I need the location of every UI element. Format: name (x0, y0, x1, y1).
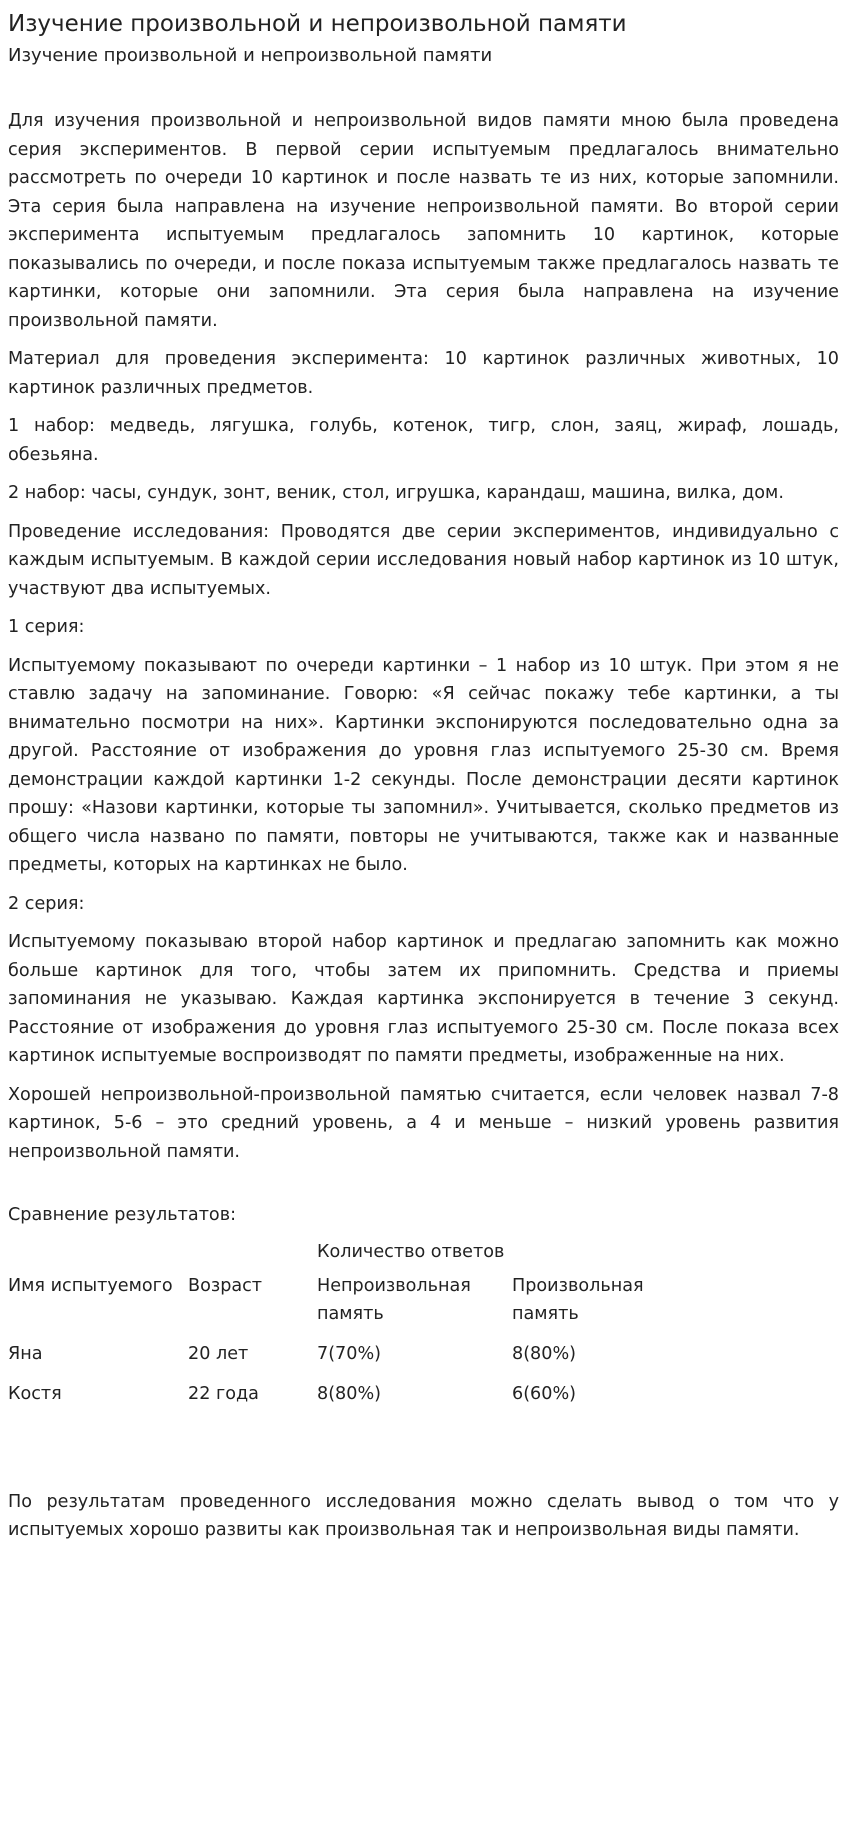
results-section (8, 1201, 839, 1420)
series-1-heading: 1 серия: (8, 617, 85, 637)
header-age: Возраст (188, 1275, 263, 1296)
criteria-paragraph: Хорошей непроизвольной-произвольной памятью считается, если человек назвал 7-8 картинок, 5-6 – это средний уровень, а 4 и меньше – низкий уровень развития непроизвольной памяти. (8, 1084, 839, 1162)
procedure-paragraph: Проведение исследования: Проводятся две серии экспериментов, индивидуально с каждым испытуемым. В каждой серии исследования новый набор картинок из 10 штук, участвуют два испытуемых. (8, 521, 839, 599)
header-voluntary: Произвольная память (512, 1275, 644, 1324)
cell-age: 22 года (188, 1383, 259, 1404)
table-header-row (8, 1238, 707, 1272)
material-paragraph: Материал для проведения эксперимента: 10 картинок различных животных, 10 картинок различных предметов. (8, 349, 839, 398)
set-2-paragraph: 2 набор: часы, сундук, зонт, веник, стол, игрушка, карандаш, машина, вилка, дом. (8, 483, 784, 503)
cell-involuntary: 7(70%) (317, 1343, 382, 1364)
cell-voluntary: 8(80%) (512, 1343, 577, 1364)
header-name: Имя испытуемого (8, 1275, 173, 1296)
series-2-heading: 2 серия: (8, 893, 85, 914)
series-1-paragraph: Испытуемому показывают по очереди картинки – 1 набор из 10 штук. При этом я не ставлю задачу на запоминание. Говорю: «Я сейчас покажу тебе картинки, а ты внимательно посмотри на них». Картинки экспонируются последовательно одна за другой. Расстояние от изображения до уровня глаз испытуемого 25-30 см. Время демонстрации каждой картинки 1-2 секунды. После демонстрации десяти картинок прошу: «Назови картинки, которые ты запомнил». Учитывается, сколько предметов из общего числа названо по памяти, повторы не учитываются, также как и названные предметы, которых на картинках не было. (8, 655, 839, 875)
cell-name: Костя (8, 1383, 62, 1404)
table-row (8, 1380, 707, 1420)
cell-name: Яна (8, 1343, 43, 1364)
conclusion-paragraph: По результатам проведенного исследования можно сделать вывод о том что у испытуемых хорошо развиты как произвольная так и непроизвольная виды памяти. (8, 1491, 839, 1540)
results-table (8, 1238, 707, 1420)
intro-paragraph: Для изучения произвольной и непроизвольной видов памяти мною была проведена серия экспериментов. В первой серии испытуемым предлагалось внимательно рассмотреть по очереди 10 картинок и после назвать те из них, которые запомнили. Эта серия была направлена на изучение непроизвольной памяти. Во второй серии эксперимента испытуемым предлагалось запомнить 10 картинок, которые показывались по очереди, и после показа испытуемым также предлагалось назвать те картинки, которые они запомнили. Эта серия была направлена на изучение произвольной памяти. (8, 111, 839, 331)
header-answers-count: Количество ответов (317, 1241, 505, 1262)
table-row (8, 1340, 707, 1380)
series-2-paragraph: Испытуемому показываю второй набор картинок и предлагаю запомнить как можно больше картинок для того, чтобы затем их припомнить. Средства и приемы запоминания не указываю. Каждая картинка экспонируется в течение 3 секунд. Расстояние от изображения до уровня глаз испытуемого 25-30 см. После показа всех картинок испытуемые воспроизводят по памяти предметы, изображенные на них. (8, 932, 839, 1066)
cell-involuntary: 8(80%) (317, 1383, 382, 1404)
article-body (8, 107, 839, 1166)
header-involuntary: Непроизвольная память (317, 1275, 471, 1324)
page-subtitle: Изучение произвольной и непроизвольной памяти (8, 45, 493, 66)
conclusion-section (8, 1488, 839, 1545)
cell-voluntary: 6(60%) (512, 1383, 577, 1404)
results-heading: Сравнение результатов: (8, 1205, 236, 1225)
page-title: Изучение произвольной и непроизвольной памяти (8, 11, 627, 37)
set-1-paragraph: 1 набор: медведь, лягушка, голубь, котенок, тигр, слон, заяц, жираф, лошадь, обезьяна. (8, 416, 839, 465)
cell-age: 20 лет (188, 1343, 249, 1364)
